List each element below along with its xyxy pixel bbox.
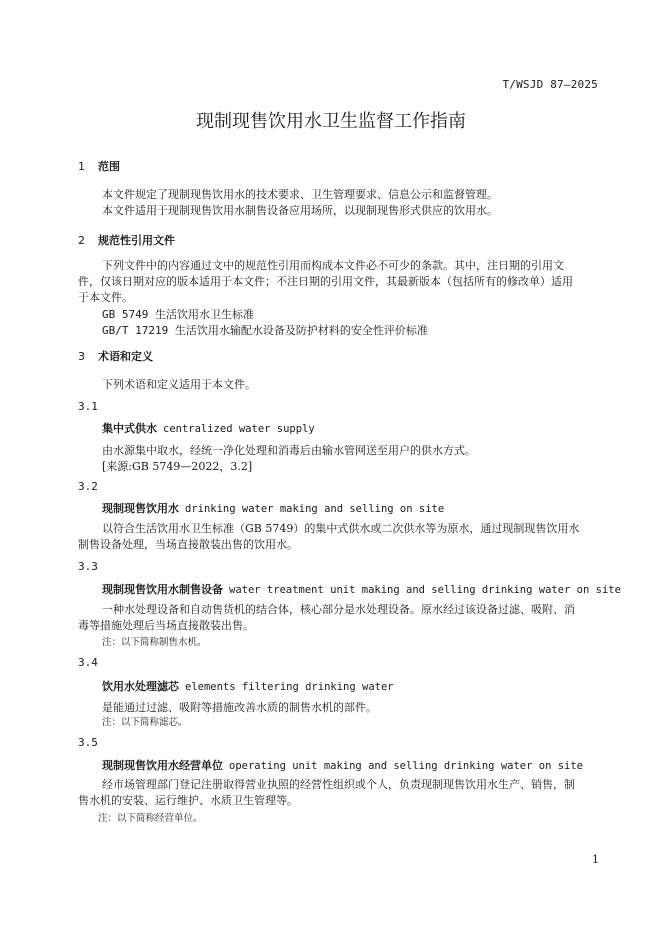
- section-1-heading: [78, 158, 120, 174]
- document-code: T/WSJD 87—2025: [502, 78, 598, 91]
- term-definition: [78, 602, 582, 634]
- term-zh: 集中式供水: [102, 422, 157, 435]
- term-note: 注：以下简称经营单位。: [98, 813, 203, 824]
- term-number: 3.4: [78, 656, 98, 669]
- section-title: 范围: [98, 160, 120, 173]
- term-en: operating unit making and selling drinking water on site: [229, 760, 584, 772]
- definition-text: 经市场管理部门登记注册取得营业执照的经营性组织或个人，负责现制现售饮用水生产、销售，制售水机的安装、运行维护、水质卫生管理等。: [78, 778, 575, 807]
- term-en: elements filtering drinking water: [185, 681, 394, 693]
- definition-text: 以符合生活饮用水卫生标准（GB 5749）的集中式供水或二次供水等为原水，通过现制现售饮用水制售设备处理，当场直接散装出售的饮用水。: [78, 522, 580, 551]
- term-zh: 现制现售饮用水: [102, 502, 179, 515]
- section-number: 2: [78, 234, 85, 247]
- term-en: drinking water making and selling on site: [185, 503, 445, 515]
- normative-reference: GB 5749 生活饮用水卫生标准: [102, 308, 254, 321]
- term-en: centralized water supply: [163, 423, 315, 435]
- document-title: 现制现售饮用水卫生监督工作指南: [196, 111, 466, 132]
- term-heading: [102, 500, 444, 516]
- normative-reference: GB/T 17219 生活饮用水输配水设备及防护材料的安全性评价标准: [102, 324, 428, 337]
- term-heading: [102, 678, 394, 694]
- term-number: 3.5: [78, 736, 98, 749]
- term-zh: 现制现售饮用水制售设备: [102, 583, 223, 596]
- page-number: 1: [592, 853, 599, 866]
- term-heading: [102, 757, 583, 773]
- section-number: 1: [78, 160, 85, 173]
- term-definition: 由水源集中取水，经统一净化处理和消毒后由输水管网送至用户的供水方式。: [102, 444, 476, 457]
- term-heading: [102, 581, 621, 597]
- term-source: [来源:GB 5749—2022，3.2]: [102, 460, 253, 473]
- term-note: 注：以下简称滤芯。: [102, 717, 188, 728]
- term-number: 3.2: [78, 480, 98, 493]
- paragraph: 本文件规定了现制现售饮用水的技术要求、卫生管理要求、信息公示和监督管理。: [102, 188, 498, 201]
- definition-text: 一种水处理设备和自动售货机的结合体，核心部分是水处理设备。原水经过该设备过滤、吸附、消毒等措施处理后当场直接散装出售。: [78, 603, 575, 632]
- section-title: 规范性引用文件: [98, 234, 175, 247]
- term-note: 注：以下简称制售水机。: [102, 637, 207, 648]
- paragraph: 下列术语和定义适用于本文件。: [102, 378, 256, 391]
- paragraph-text: 下列文件中的内容通过文中的规范性引用而构成本文件必不可少的条款。其中，注日期的引用文件，仅该日期对应的版本适用于本文件；不注日期的引用文件，其最新版本（包括所有的修改单）适用于本文件。: [78, 259, 573, 304]
- term-definition: [78, 777, 582, 809]
- section-3-heading: [78, 348, 153, 364]
- section-title: 术语和定义: [98, 350, 153, 363]
- term-heading: [102, 420, 315, 436]
- paragraph: [78, 258, 582, 306]
- term-number: 3.1: [78, 400, 98, 413]
- term-zh: 现制现售饮用水经营单位: [102, 759, 223, 772]
- term-definition: [78, 521, 582, 553]
- paragraph: 本文件适用于现制现售饮用水制售设备应用场所，以现制现售形式供应的饮用水。: [102, 204, 498, 217]
- term-en: water treatment unit making and selling drinking water on site: [229, 584, 621, 596]
- section-2-heading: [78, 232, 175, 248]
- section-number: 3: [78, 350, 85, 363]
- term-zh: 饮用水处理滤芯: [102, 680, 179, 693]
- term-number: 3.3: [78, 560, 98, 573]
- term-definition: 是能通过过滤、吸附等措施改善水质的制售水机的部件。: [102, 701, 377, 714]
